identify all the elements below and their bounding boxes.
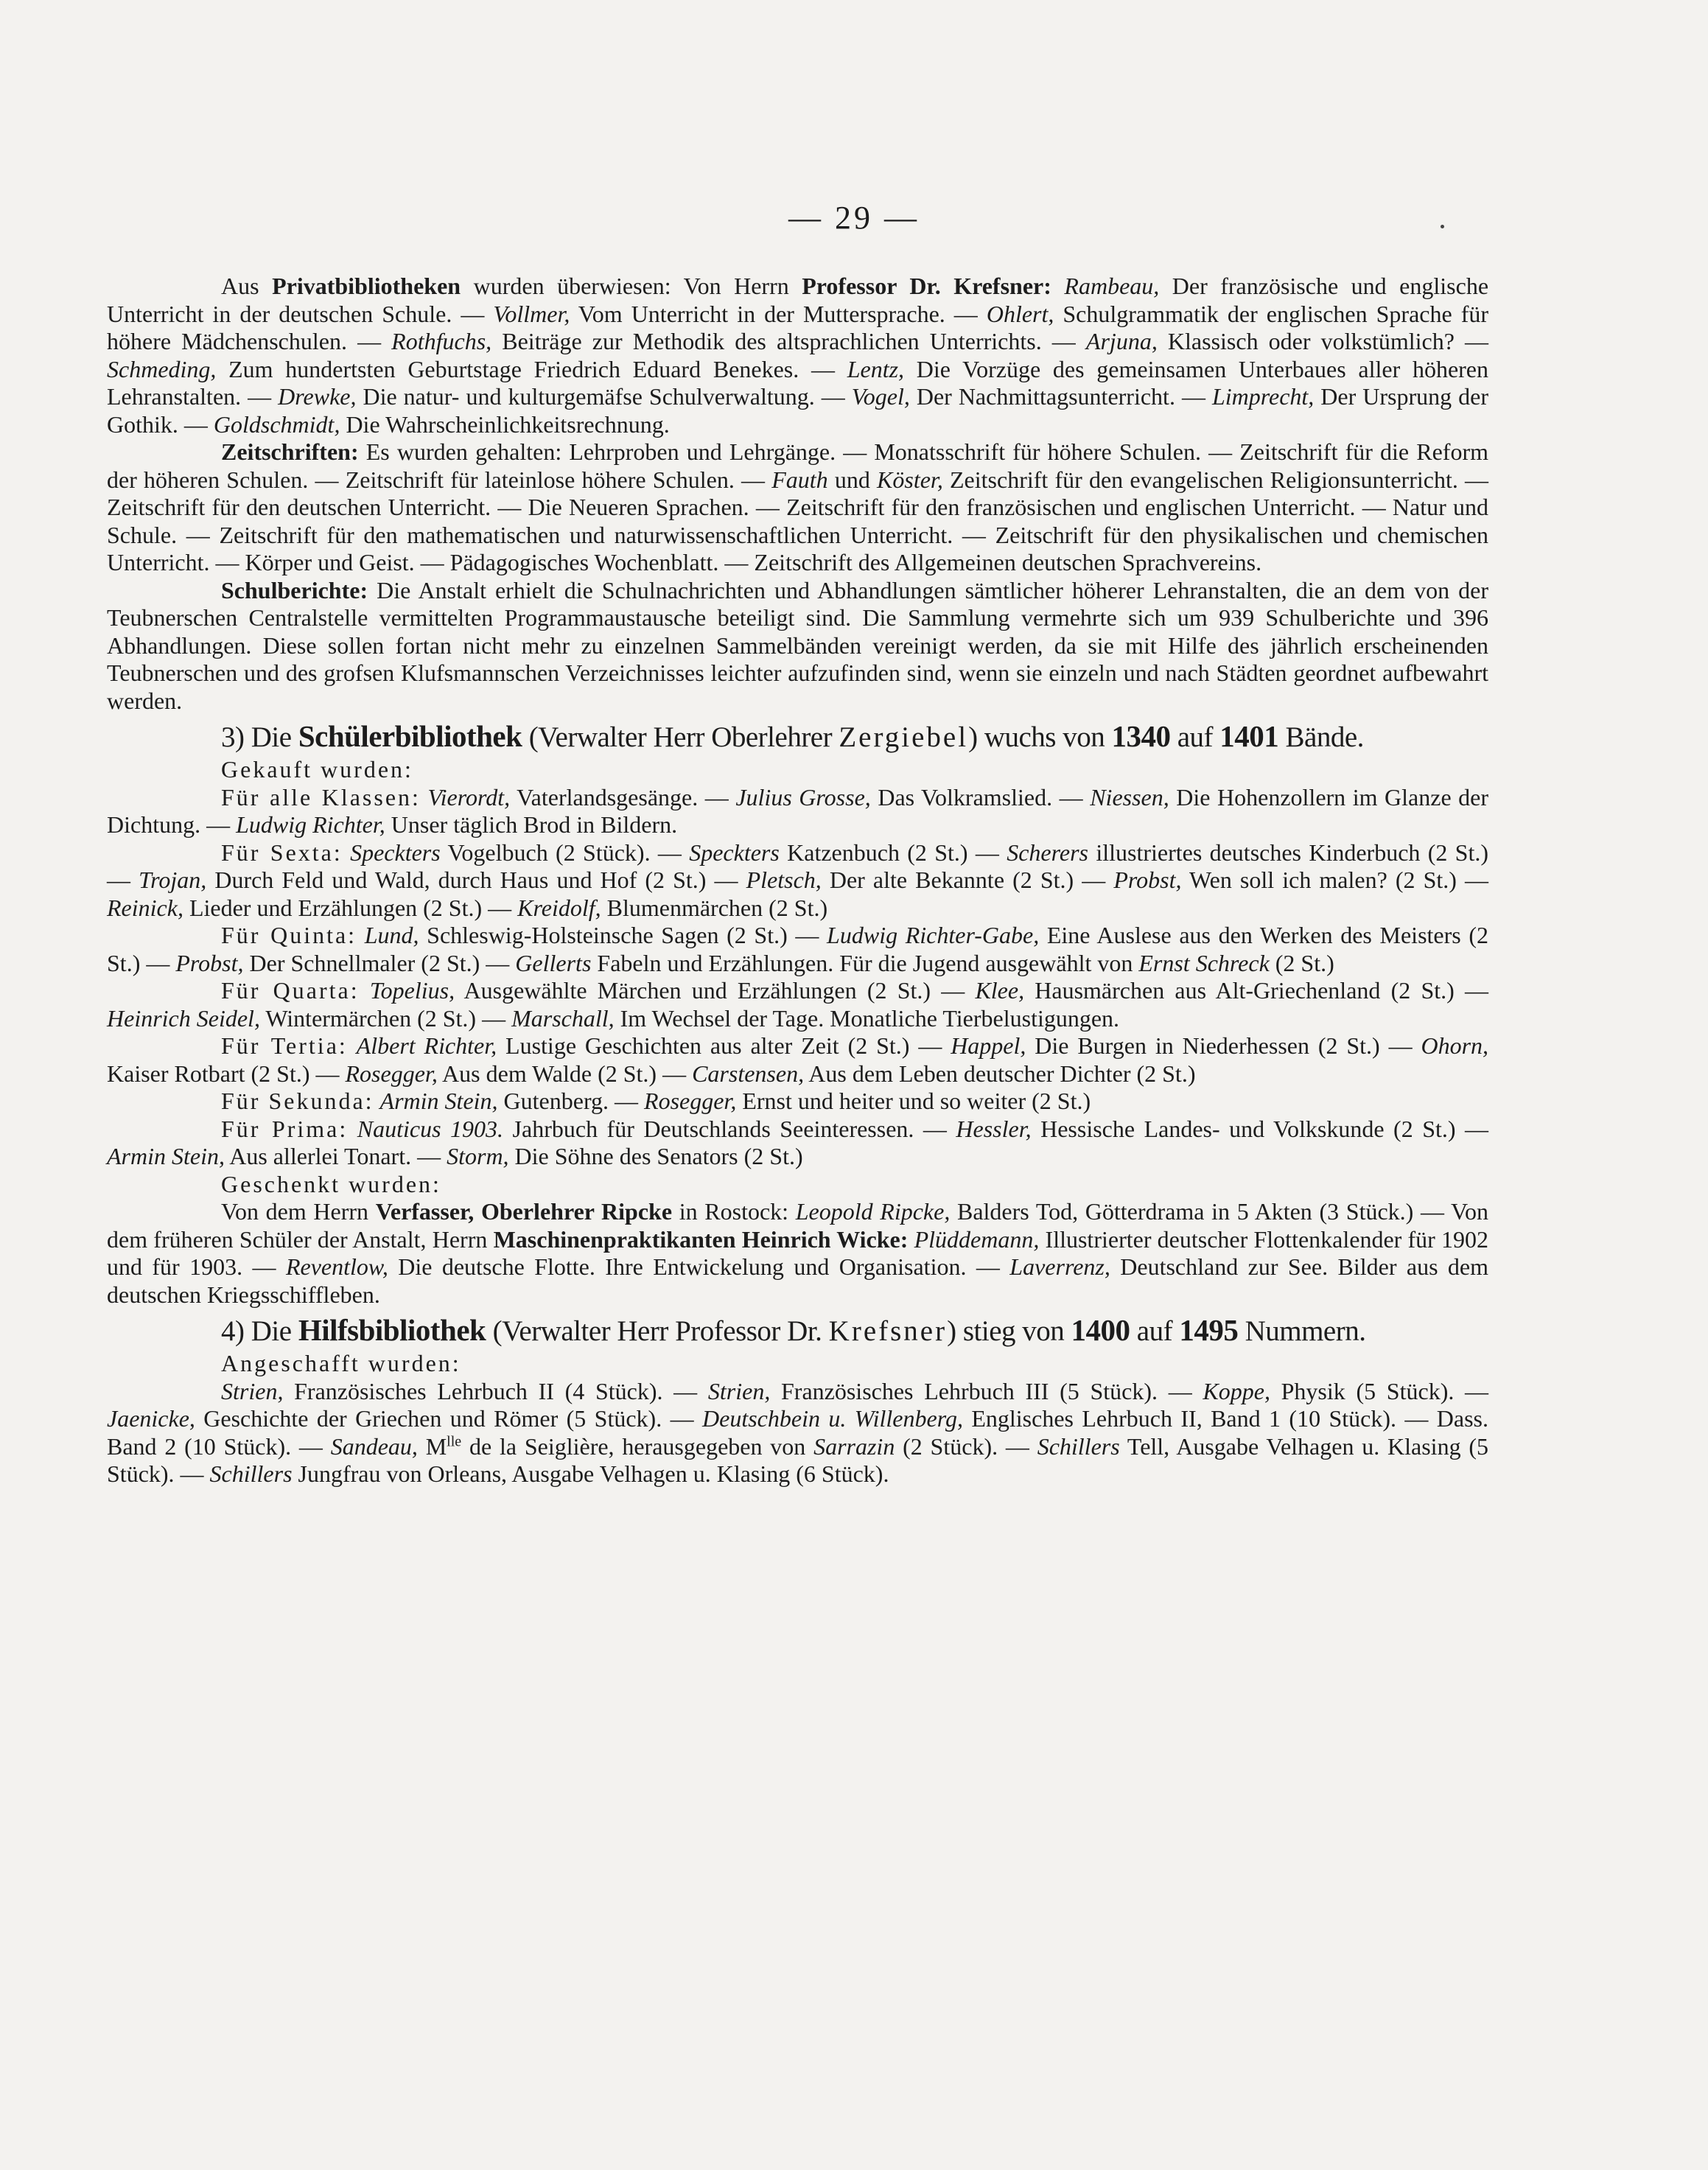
- text-run: Die Anstalt erhielt die Schulnachrichten und Abhandlungen sämtlicher höherer Lehranstalten, die an dem von der Teubnerschen Centralstelle vermittelten Programmaustausche beteiligt sind. Die Sammlung vermehrte sich um 939 Schulberichte und 396 Abhandlungen. Diese sollen fortan nicht mehr zu einzelnen Sammelbänden vereinigt werden, da sie mit Hilfe des jährlich erscheinenden Teubnerschen und des grofsen Klufsmannschen Verzeichnisses leichter aufzufinden sind, wenn sie einzeln und nach Städten geordnet aufbewahrt werden.: [107, 576, 1488, 714]
- bold-label: Maschinenpraktikanten Heinrich Wicke:: [493, 1225, 909, 1253]
- heading-emphasis: 1401: [1219, 719, 1279, 753]
- bold-label: Verfasser, Oberlehrer Ripcke: [375, 1198, 673, 1225]
- text-run: Das Volkramslied. —: [870, 783, 1091, 811]
- text-run: Der französische und englische Unterricht in der deutschen Schule. —: [107, 273, 1489, 327]
- author-name: Storm,: [447, 1143, 509, 1169]
- text-run: Die Söhne des Senators (2 St.): [508, 1143, 803, 1169]
- author-name: Carstensen,: [692, 1060, 805, 1087]
- text-run: Die deutsche Flotte. Ihre Entwickelung und Organisation. —: [388, 1253, 1010, 1280]
- paragraph: [107, 922, 1488, 977]
- paragraph: [107, 1198, 1488, 1309]
- author-name: Rosegger,: [644, 1088, 737, 1114]
- spaced-label: Für Quinta:: [221, 922, 357, 948]
- text-run: Ausgewählte Märchen und Erzählungen (2 St.) —: [455, 977, 976, 1004]
- author-name: Goldschmidt,: [213, 410, 340, 438]
- text-run: (2 St.): [1269, 949, 1334, 976]
- author-name: Pletsch,: [746, 867, 822, 893]
- text-run: illustriertes deutsches Kinderbuch (2 St.) —: [107, 839, 1489, 893]
- text-run: Illustrierter deutscher Flottenkalender für 1902 und für 1903. —: [107, 1225, 1489, 1280]
- text-run: Physik (5 Stück). —: [1270, 1377, 1489, 1404]
- author-name: Ernst Schreck: [1138, 949, 1270, 976]
- author-name: Fauth: [771, 466, 828, 493]
- author-name: Kreidolf,: [517, 894, 601, 921]
- paragraph: [107, 1088, 1488, 1116]
- text-run: Französisches Lehrbuch III (5 Stück). —: [770, 1377, 1203, 1404]
- text-run: Französisches Lehrbuch II (4 Stück). —: [283, 1377, 708, 1404]
- text-run: 4) Die: [221, 1315, 298, 1347]
- text-run: Die natur- und kulturgemäfse Schulverwaltung. —: [356, 383, 852, 410]
- text-run: [348, 1116, 357, 1142]
- spaced-label: Für Prima:: [221, 1115, 349, 1142]
- text-run: Nummern.: [1238, 1315, 1366, 1347]
- text-run: Aus dem Leben deutscher Dichter (2 St.): [804, 1060, 1196, 1087]
- spaced-label: Für Quarta:: [221, 977, 360, 1004]
- text-run: Der Ursprung der Gothik. —: [107, 383, 1488, 438]
- text-run: Von dem Herrn: [221, 1198, 376, 1225]
- spaced-label: Angeschafft wurden:: [221, 1350, 461, 1376]
- author-name: Strien,: [707, 1377, 771, 1404]
- text-run: Zum hundertsten Geburtstage Friedrich Eduard Benekes. —: [216, 355, 847, 382]
- text-run: Wen soll ich malen? (2 St.) —: [1181, 867, 1489, 893]
- text-run: Wintermärchen (2 St.) —: [259, 1004, 512, 1032]
- page-number: — 29 —: [788, 200, 920, 236]
- text-run: Schulgrammatik der englischen Sprache für höhere Mädchenschulen. —: [107, 300, 1489, 354]
- author-name: Reinick,: [107, 894, 183, 921]
- text-run: Katzenbuch (2 St.) —: [779, 839, 1007, 866]
- heading-emphasis: 1340: [1111, 719, 1171, 753]
- text-run: ) stieg von: [947, 1315, 1071, 1347]
- text-run: ) wuchs von: [968, 721, 1112, 753]
- paragraph: [107, 1116, 1488, 1171]
- section-heading: [107, 1313, 1488, 1348]
- spaced-label: Für alle Klassen:: [221, 783, 421, 811]
- author-name: Lund,: [364, 922, 419, 948]
- text-run: Aus: [221, 273, 273, 299]
- text-run: [360, 977, 370, 1004]
- bold-label: Privatbibliotheken: [272, 273, 461, 299]
- heading-emphasis: Hilfsbibliothek: [298, 1313, 486, 1347]
- spaced-label: Zergiebel: [839, 721, 969, 753]
- author-name: Reventlow,: [285, 1253, 388, 1280]
- author-name: Arjuna,: [1085, 328, 1158, 354]
- author-name: Vollmer,: [493, 300, 570, 327]
- author-name: Trojan,: [139, 867, 207, 893]
- section-heading: [107, 719, 1488, 755]
- author-name: Scherers: [1007, 839, 1088, 866]
- text-run: Lustige Geschichten aus alter Zeit (2 St.) —: [497, 1032, 951, 1059]
- author-name: Niessen,: [1090, 783, 1169, 811]
- ink-speck: [1441, 225, 1444, 228]
- text-run: Der Schnellmaler (2 St.) —: [243, 949, 516, 976]
- text-run: 3) Die: [221, 721, 298, 753]
- author-name: Laverrenz,: [1009, 1253, 1110, 1280]
- text-run: Unser täglich Brod in Bildern.: [385, 811, 678, 838]
- text-run: Die Vorzüge des gemeinsamen Unterbaues aller höheren Lehranstalten. —: [107, 355, 1489, 410]
- author-name: Koppe,: [1203, 1377, 1270, 1404]
- text-run: Balders Tod, Götterdrama in 5 Akten (3 Stück.) — Von dem früheren Schüler der Anstalt, Herrn: [107, 1198, 1489, 1253]
- text-run: auf: [1130, 1315, 1180, 1347]
- paragraph: [107, 784, 1488, 839]
- text-run: (Verwalter Herr Oberlehrer: [522, 721, 839, 753]
- author-name: Topelius,: [369, 977, 455, 1004]
- text-run: Es wurden gehalten: Lehrproben und Lehrgänge. — Monatsschrift für höhere Schulen. — Zeitschrift für die Reform der höheren Schulen. — Zeitschrift für lateinlose höhere Schulen. —: [107, 438, 1488, 493]
- text-run: Fabeln und Erzählungen. Für die Jugend ausgewählt von: [591, 949, 1139, 976]
- author-name: Lentz,: [847, 355, 905, 382]
- bold-label: Professor Dr. Krefsner:: [802, 273, 1051, 299]
- author-name: Schmeding,: [107, 355, 217, 382]
- author-name: Leopold Ripcke,: [795, 1198, 951, 1225]
- text-run: Vom Unterricht in der Muttersprache. —: [570, 300, 987, 327]
- text-run: Der Nachmittagsunterricht. —: [909, 383, 1212, 410]
- paragraph: [107, 438, 1488, 577]
- text-run: (2 Stück). —: [895, 1432, 1037, 1460]
- paragraph: [107, 1171, 1488, 1199]
- text-run: wurden überwiesen: Von Herrn: [461, 273, 802, 299]
- author-name: Speckters: [689, 839, 780, 866]
- author-name: Sandeau,: [330, 1432, 418, 1460]
- paragraph: [107, 1032, 1488, 1088]
- author-name: Rothfuchs,: [391, 328, 492, 354]
- text-run: auf: [1170, 721, 1220, 753]
- text-run: Deutschland zur See. Bilder aus dem deutschen Kriegsschiffleben.: [107, 1253, 1489, 1308]
- heading-emphasis: 1495: [1179, 1313, 1239, 1347]
- author-name: Probst,: [1113, 867, 1182, 893]
- author-name: Nauticus 1903.: [357, 1115, 504, 1142]
- author-name: Ohlert,: [986, 300, 1054, 327]
- heading-emphasis: 1400: [1071, 1313, 1130, 1347]
- text-run: Englisches Lehrbuch II, Band 1 (10 Stück). — Dass. Band 2 (10 Stück). —: [107, 1405, 1489, 1460]
- spaced-label: Für Sekunda:: [221, 1088, 374, 1114]
- text-run: [374, 1088, 380, 1114]
- author-name: Hessler,: [956, 1115, 1032, 1142]
- text-run: Jahrbuch für Deutschlands Seeinteressen. —: [503, 1115, 956, 1142]
- text-run: und: [827, 466, 878, 493]
- text-run: Eine Auslese aus den Werken des Meisters (2 St.) —: [107, 922, 1489, 976]
- bold-label: Schulberichte:: [221, 576, 368, 603]
- spaced-label: Für Sexta:: [221, 839, 343, 866]
- author-name: Köster,: [877, 466, 943, 493]
- text-run: Vaterlandsgesänge. —: [510, 783, 736, 811]
- author-name: Gellerts: [515, 949, 592, 976]
- author-name: Armin Stein,: [379, 1088, 498, 1114]
- text-run: Gutenberg. —: [497, 1088, 645, 1114]
- text-run: Beiträge zur Methodik des altsprachlichen Unterrichts. —: [491, 328, 1086, 354]
- author-name: Albert Richter,: [356, 1032, 497, 1059]
- author-name: Klee,: [975, 977, 1025, 1004]
- text-run: Geschichte der Griechen und Römer (5 Stück). —: [195, 1405, 702, 1432]
- text-run: Der alte Bekannte (2 St.) —: [821, 867, 1114, 893]
- author-name: Drewke,: [278, 383, 357, 410]
- spaced-label: Für Tertia:: [221, 1032, 348, 1059]
- text-run: Bände.: [1278, 721, 1364, 753]
- text-run: [348, 1032, 357, 1059]
- page-body: [107, 273, 1488, 1488]
- text-run: [908, 1226, 914, 1253]
- text-run: Ernst und heiter und so weiter (2 St.): [736, 1088, 1091, 1114]
- paragraph: [107, 577, 1488, 715]
- text-run: [1051, 273, 1065, 299]
- author-name: Rambeau,: [1064, 273, 1160, 299]
- author-name: Ludwig Richter,: [236, 811, 385, 838]
- spaced-label: Gekauft wurden:: [221, 756, 413, 783]
- author-name: Vogel,: [851, 383, 910, 410]
- text-run: M: [417, 1432, 447, 1460]
- bold-label: Zeitschriften:: [221, 438, 359, 465]
- author-name: Limprecht,: [1211, 383, 1315, 410]
- paragraph: [107, 1378, 1488, 1488]
- paragraph: [107, 977, 1488, 1032]
- text-run: Schleswig-Holsteinsche Sagen (2 St.) —: [419, 922, 827, 948]
- spaced-label: Krefsner: [828, 1315, 948, 1347]
- text-run: Im Wechsel der Tage. Monatliche Tierbelustigungen.: [614, 1004, 1120, 1032]
- heading-emphasis: Schülerbibliothek: [298, 719, 522, 753]
- text-run: Die Hohenzollern im Glanze der Dichtung. —: [107, 783, 1489, 838]
- text-run: Die Wahrscheinlichkeitsrechnung.: [340, 410, 670, 438]
- author-name: Julius Grosse,: [735, 783, 871, 811]
- text-run: [357, 922, 365, 948]
- author-name: Rosegger,: [345, 1060, 438, 1087]
- author-name: Marschall,: [511, 1004, 615, 1032]
- text-run: Blumenmärchen (2 St.): [601, 894, 828, 921]
- text-run: Kaiser Rotbart (2 St.) —: [107, 1060, 346, 1087]
- text-run: Aus allerlei Tonart. —: [224, 1143, 447, 1169]
- text-run: Zeitschrift für den evangelischen Religionsunterricht. — Zeitschrift für den deutschen Unterricht. — Die Neueren Sprachen. — Zeitschrift für den französischen und englischen Unterricht. — Natur und Schule. — Zeitschrift für den mathematischen und naturwissenschaftlichen Unterricht. — Zeitschrift für den physikalischen und chemischen Unterricht. — Körper und Geist. — Pädagogisches Wochenblatt. — Zeitschrift des Allgemeinen deutschen Sprachvereins.: [107, 466, 1489, 575]
- author-name: Happel,: [951, 1032, 1026, 1059]
- text-run: Vogelbuch (2 Stück). —: [440, 839, 690, 866]
- text-run: [343, 839, 350, 866]
- author-name: Vierordt,: [427, 783, 511, 811]
- author-name: Heinrich Seidel,: [107, 1004, 260, 1032]
- author-name: Schillers: [209, 1460, 293, 1487]
- paragraph: [107, 756, 1488, 784]
- text-run: Hausmärchen aus Alt-Griechenland (2 St.) —: [1024, 977, 1489, 1004]
- text-run: Lieder und Erzählungen (2 St.) —: [183, 894, 518, 921]
- author-name: Schillers: [1037, 1432, 1120, 1460]
- author-name: Ludwig Richter-Gabe,: [827, 922, 1040, 948]
- text-run: Tell, Ausgabe Velhagen u. Klasing (5 Stück). —: [107, 1432, 1489, 1487]
- text-run: Jungfrau von Orleans, Ausgabe Velhagen u. Klasing (6 Stück).: [292, 1460, 889, 1487]
- superscript: lle: [447, 1432, 462, 1449]
- author-name: Strien,: [221, 1377, 284, 1404]
- author-name: Sarrazin: [813, 1432, 895, 1460]
- paragraph: [107, 273, 1488, 438]
- author-name: Deutschbein u. Willenberg,: [702, 1405, 963, 1432]
- author-name: Jaenicke,: [107, 1405, 195, 1432]
- author-name: Ohorn,: [1421, 1032, 1489, 1059]
- text-run: Aus dem Walde (2 St.) —: [437, 1060, 693, 1087]
- text-run: (Verwalter Herr Professor Dr.: [486, 1315, 829, 1347]
- author-name: Speckters: [350, 839, 441, 866]
- spaced-label: Geschenkt wurden:: [221, 1170, 441, 1197]
- paragraph: [107, 1350, 1488, 1378]
- text-run: Hessische Landes- und Volkskunde (2 St.) —: [1031, 1115, 1489, 1142]
- paragraph: [107, 839, 1488, 923]
- author-name: Armin Stein,: [107, 1143, 225, 1169]
- text-run: in Rostock:: [672, 1198, 796, 1225]
- text-run: de la Seiglière, herausgegeben von: [461, 1432, 814, 1460]
- text-run: Die Burgen in Niederhessen (2 St.) —: [1026, 1032, 1421, 1059]
- text-run: Klassisch oder volkstümlich? —: [1157, 328, 1489, 354]
- text-run: Durch Feld und Wald, durch Haus und Hof (2 St.) —: [206, 867, 746, 893]
- author-name: Probst,: [175, 949, 244, 976]
- author-name: Plüddemann,: [914, 1225, 1040, 1253]
